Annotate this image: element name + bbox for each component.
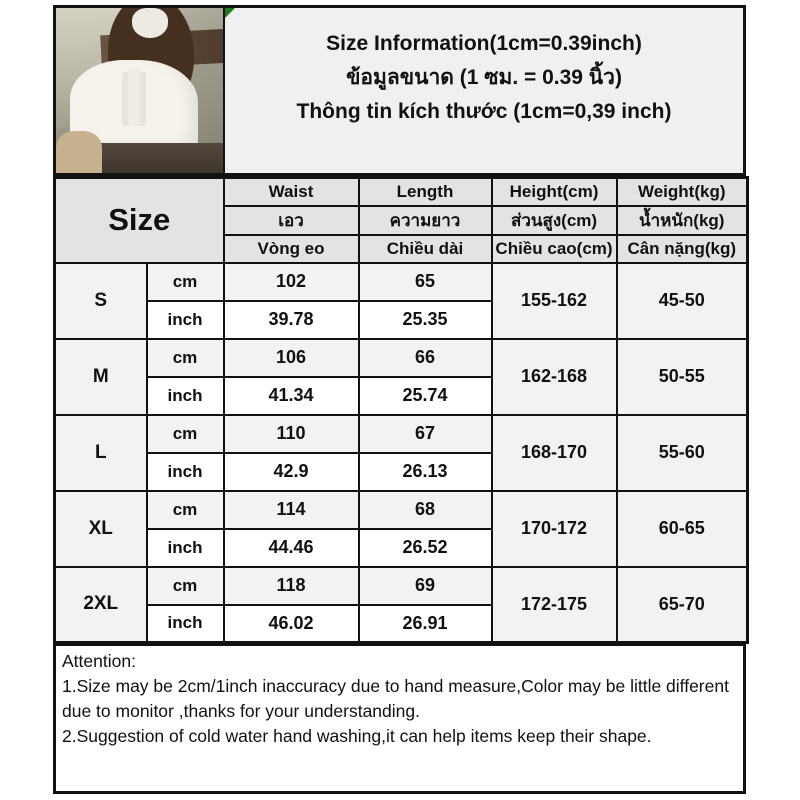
waist-inch-value: 39.78 bbox=[224, 301, 359, 339]
height-range-value: 168-170 bbox=[492, 415, 617, 491]
title-thai: ข้อมูลขนาด (1 ซม. = 0.39 นิ้ว) bbox=[346, 65, 622, 89]
unit-label-inch: inch bbox=[147, 605, 224, 643]
col-header-height-en: Height(cm) bbox=[492, 178, 617, 206]
length-cm-value: 66 bbox=[359, 339, 492, 377]
waist-cm-value: 110 bbox=[224, 415, 359, 453]
product-photo bbox=[56, 8, 225, 173]
length-inch-value: 26.13 bbox=[359, 453, 492, 491]
length-cm-value: 68 bbox=[359, 491, 492, 529]
col-header-height-th: ส่วนสูง(cm) bbox=[492, 206, 617, 235]
size-cell-m: M bbox=[55, 339, 147, 415]
photo-bow-ribbon bbox=[128, 68, 140, 126]
size-info-sheet bbox=[53, 5, 746, 794]
table-row bbox=[55, 567, 748, 605]
unit-label-inch: inch bbox=[147, 377, 224, 415]
col-header-waist-th: เอว bbox=[224, 206, 359, 235]
length-inch-value: 25.35 bbox=[359, 301, 492, 339]
col-header-waist-vi: Vòng eo bbox=[224, 235, 359, 263]
table-row bbox=[55, 491, 748, 529]
size-column-header: Size bbox=[55, 178, 224, 263]
size-table bbox=[53, 176, 749, 644]
col-header-length-vi: Chiều dài bbox=[359, 235, 492, 263]
weight-range-value: 60-65 bbox=[617, 491, 748, 567]
waist-inch-value: 44.46 bbox=[224, 529, 359, 567]
col-header-weight-th: น้ำหนัก(kg) bbox=[617, 206, 748, 235]
unit-label-inch: inch bbox=[147, 301, 224, 339]
photo-dark-skirt bbox=[93, 143, 223, 173]
size-cell-l: L bbox=[55, 415, 147, 491]
waist-inch-value: 41.34 bbox=[224, 377, 359, 415]
table-row bbox=[55, 263, 748, 301]
length-inch-value: 25.74 bbox=[359, 377, 492, 415]
waist-inch-value: 42.9 bbox=[224, 453, 359, 491]
unit-label-cm: cm bbox=[147, 339, 224, 377]
col-header-waist-en: Waist bbox=[224, 178, 359, 206]
weight-range-value: 50-55 bbox=[617, 339, 748, 415]
attention-note-1: 1.Size may be 2cm/1inch inaccuracy due to hand measure,Color may be little different due to monitor ,thanks for your understanding. bbox=[62, 676, 729, 721]
length-inch-value: 26.52 bbox=[359, 529, 492, 567]
waist-cm-value: 114 bbox=[224, 491, 359, 529]
green-corner-marker-icon bbox=[225, 8, 235, 18]
unit-label-cm: cm bbox=[147, 567, 224, 605]
height-range-value: 172-175 bbox=[492, 567, 617, 643]
title-vietnamese: Thông tin kích thước (1cm=0,39 inch) bbox=[296, 99, 672, 123]
size-cell-s: S bbox=[55, 263, 147, 339]
title-english: Size Information(1cm=0.39inch) bbox=[326, 31, 642, 55]
waist-cm-value: 118 bbox=[224, 567, 359, 605]
weight-range-value: 55-60 bbox=[617, 415, 748, 491]
attention-title: Attention: bbox=[62, 651, 136, 671]
waist-inch-value: 46.02 bbox=[224, 605, 359, 643]
col-header-height-vi: Chiều cao(cm) bbox=[492, 235, 617, 263]
unit-label-cm: cm bbox=[147, 415, 224, 453]
length-inch-value: 26.91 bbox=[359, 605, 492, 643]
attention-note-2: 2.Suggestion of cold water hand washing,it can help items keep their shape. bbox=[62, 726, 652, 746]
table-row bbox=[55, 415, 748, 453]
col-header-length-en: Length bbox=[359, 178, 492, 206]
weight-range-value: 65-70 bbox=[617, 567, 748, 643]
height-range-value: 155-162 bbox=[492, 263, 617, 339]
unit-label-inch: inch bbox=[147, 453, 224, 491]
title-area bbox=[225, 8, 743, 173]
col-header-weight-en: Weight(kg) bbox=[617, 178, 748, 206]
waist-cm-value: 102 bbox=[224, 263, 359, 301]
unit-label-inch: inch bbox=[147, 529, 224, 567]
height-range-value: 162-168 bbox=[492, 339, 617, 415]
weight-range-value: 45-50 bbox=[617, 263, 748, 339]
table-row bbox=[55, 339, 748, 377]
photo-model-mask bbox=[132, 8, 168, 38]
size-cell-2xl: 2XL bbox=[55, 567, 147, 643]
unit-label-cm: cm bbox=[147, 491, 224, 529]
length-cm-value: 69 bbox=[359, 567, 492, 605]
photo-bag bbox=[56, 131, 102, 173]
header-row-english bbox=[55, 178, 748, 206]
col-header-length-th: ความยาว bbox=[359, 206, 492, 235]
height-range-value: 170-172 bbox=[492, 491, 617, 567]
header-section bbox=[53, 5, 746, 176]
attention-section bbox=[53, 644, 746, 794]
waist-cm-value: 106 bbox=[224, 339, 359, 377]
length-cm-value: 67 bbox=[359, 415, 492, 453]
length-cm-value: 65 bbox=[359, 263, 492, 301]
unit-label-cm: cm bbox=[147, 263, 224, 301]
size-cell-xl: XL bbox=[55, 491, 147, 567]
col-header-weight-vi: Cân nặng(kg) bbox=[617, 235, 748, 263]
